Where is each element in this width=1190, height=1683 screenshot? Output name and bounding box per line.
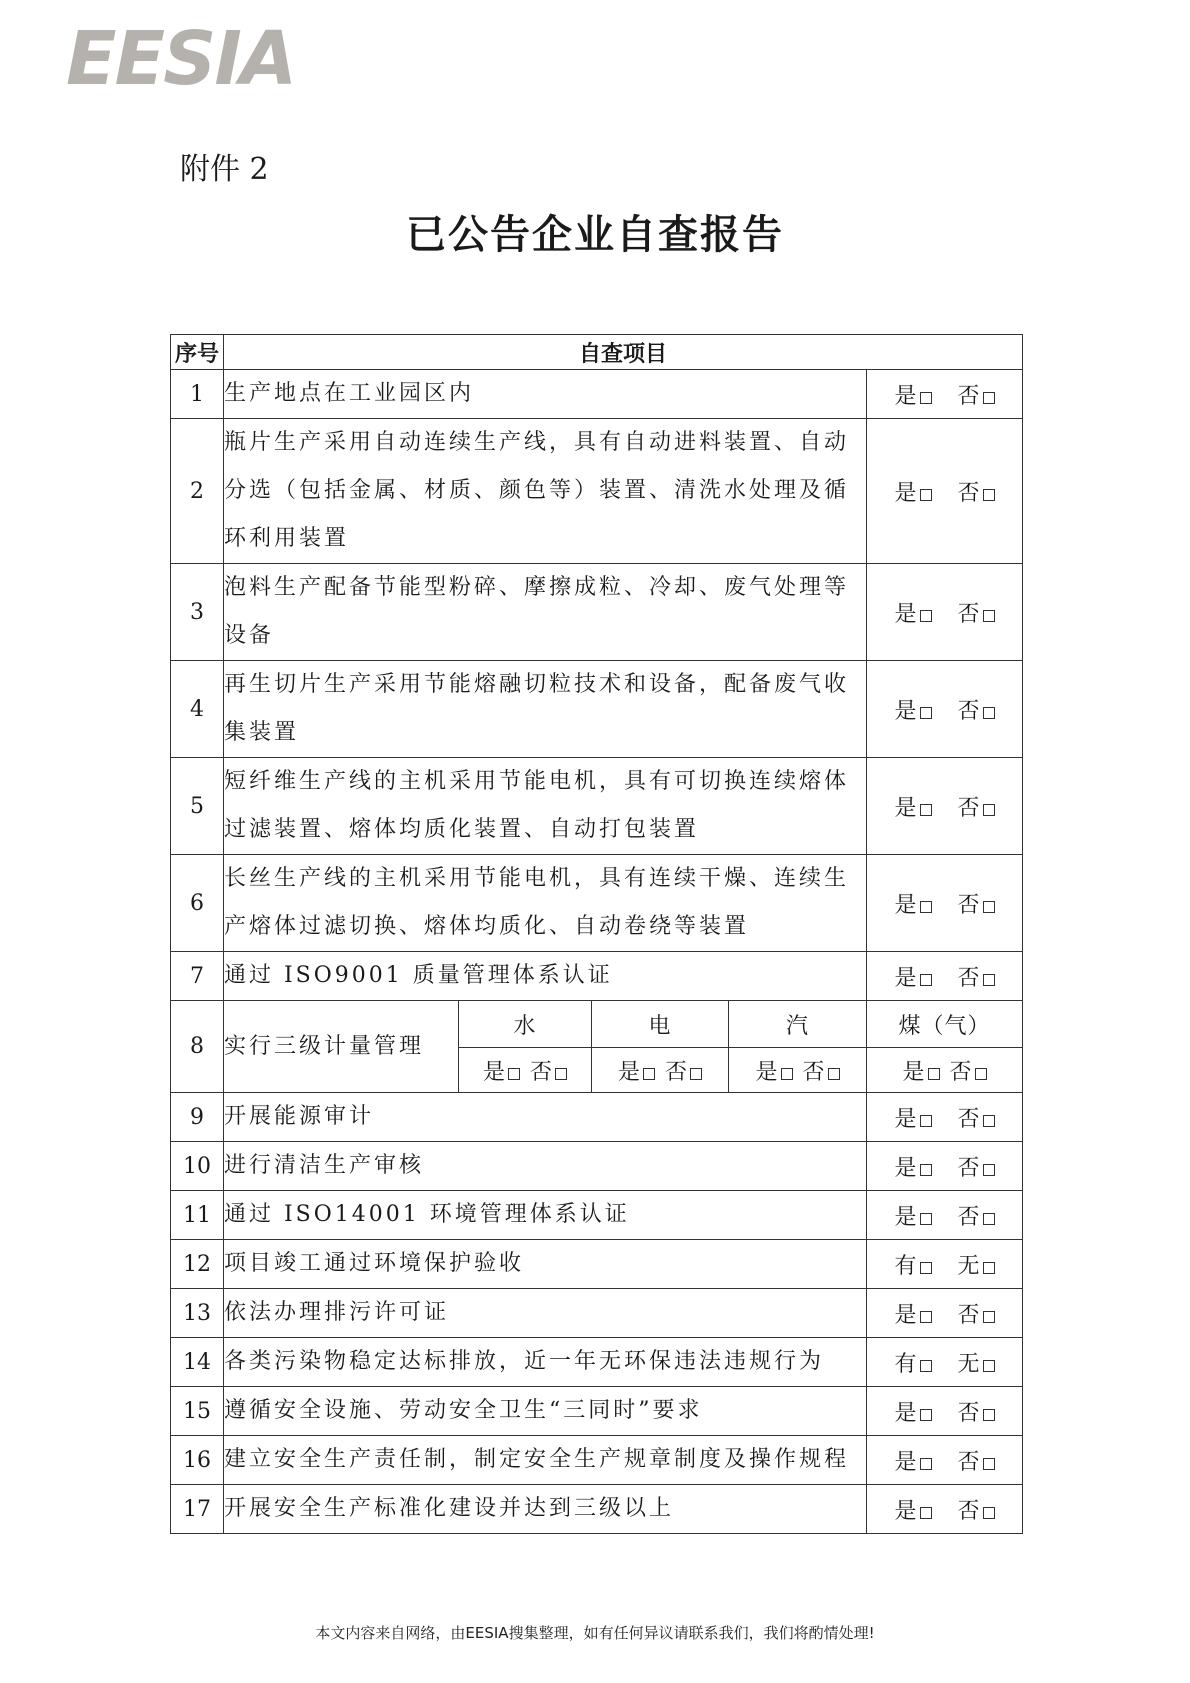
option-yes-label: 是 [902, 1059, 926, 1085]
option-yes-label: 是 [894, 1302, 918, 1328]
row-number: 15 [171, 1387, 224, 1436]
row-number: 5 [171, 758, 224, 855]
checkbox-no[interactable] [983, 707, 995, 719]
row-number: 8 [171, 1001, 224, 1093]
row-item-text: 项目竣工通过环境保护验收 [224, 1240, 867, 1289]
row-number: 7 [171, 952, 224, 1001]
checkbox-yes[interactable] [643, 1068, 655, 1080]
answer-options [459, 1048, 592, 1093]
table-header-row [171, 335, 1023, 370]
table-row [171, 855, 1023, 952]
option-yes-label: 是 [894, 1155, 918, 1181]
checkbox-no[interactable] [983, 1262, 995, 1274]
option-yes-label: 是 [894, 383, 918, 409]
option-yes-label: 是 [894, 795, 918, 821]
option-yes-label: 是 [894, 601, 918, 627]
option-no-label: 否 [949, 1059, 973, 1085]
option-no-label: 否 [957, 698, 981, 724]
option-yes-label: 是 [482, 1059, 506, 1085]
option-no-label: 否 [957, 1302, 981, 1328]
option-no-label: 否 [802, 1059, 826, 1085]
checkbox-yes[interactable] [920, 1213, 932, 1225]
footer-disclaimer: 本文内容来自网络，由EESIA搜集整理，如有任何异议请联系我们，我们将酌情处理! [315, 1624, 875, 1642]
answer-options [867, 1240, 1023, 1289]
answer-options [867, 370, 1023, 419]
row-item-text: 实行三级计量管理 [224, 1001, 459, 1093]
eesia-logo: EESIA [66, 16, 296, 102]
row-item-text: 生产地点在工业园区内 [224, 370, 867, 419]
option-yes-label: 是 [894, 480, 918, 506]
answer-options [867, 758, 1023, 855]
attachment-label: 附件 2 [180, 152, 269, 187]
checkbox-no[interactable] [555, 1068, 567, 1080]
checkbox-no[interactable] [690, 1068, 702, 1080]
option-no-label: 无 [957, 1253, 981, 1279]
checkbox-no[interactable] [983, 1213, 995, 1225]
row-number: 6 [171, 855, 224, 952]
answer-options [867, 1142, 1023, 1191]
row-item-text: 进行清洁生产审核 [224, 1142, 867, 1191]
row-item-text: 依法办理排污许可证 [224, 1289, 867, 1338]
answer-options [867, 1289, 1023, 1338]
row-item-text: 短纤维生产线的主机采用节能电机，具有可切换连续熔体过滤装置、熔体均质化装置、自动打包装置 [224, 758, 867, 855]
table-row [171, 661, 1023, 758]
row-number: 9 [171, 1093, 224, 1142]
answer-options [867, 564, 1023, 661]
answer-options [867, 1338, 1023, 1387]
checkbox-yes[interactable] [920, 489, 932, 501]
metering-column-label: 电 [592, 1001, 729, 1048]
answer-options [867, 1048, 1023, 1093]
option-yes-label: 是 [894, 965, 918, 991]
row-item-text: 通过 ISO14001 环境管理体系认证 [224, 1191, 867, 1240]
answer-options [867, 1436, 1023, 1485]
row-item-text: 开展安全生产标准化建设并达到三级以上 [224, 1485, 867, 1534]
answer-options [867, 1191, 1023, 1240]
checkbox-no[interactable] [983, 1311, 995, 1323]
table-row [171, 1093, 1023, 1142]
option-no-label: 无 [957, 1351, 981, 1377]
row-number: 3 [171, 564, 224, 661]
row-number: 13 [171, 1289, 224, 1338]
row-number: 2 [171, 419, 224, 564]
answer-options [867, 855, 1023, 952]
self-check-table [170, 334, 1023, 1534]
checkbox-no[interactable] [983, 489, 995, 501]
checkbox-no[interactable] [983, 901, 995, 913]
answer-options [867, 1485, 1023, 1534]
checkbox-yes[interactable] [920, 1262, 932, 1274]
table-row [171, 1142, 1023, 1191]
checkbox-no[interactable] [983, 1115, 995, 1127]
table-row [171, 564, 1023, 661]
row-number: 16 [171, 1436, 224, 1485]
checkbox-yes[interactable] [920, 1458, 932, 1470]
table-row [171, 1387, 1023, 1436]
checkbox-yes[interactable] [920, 392, 932, 404]
option-no-label: 否 [665, 1059, 689, 1085]
checkbox-yes[interactable] [920, 974, 932, 986]
option-no-label: 否 [957, 480, 981, 506]
table-row [171, 1191, 1023, 1240]
checkbox-yes[interactable] [920, 1311, 932, 1323]
checkbox-no[interactable] [983, 974, 995, 986]
option-no-label: 否 [957, 965, 981, 991]
option-yes-label: 有 [894, 1351, 918, 1377]
row-item-text: 建立安全生产责任制，制定安全生产规章制度及操作规程 [224, 1436, 867, 1485]
checkbox-yes[interactable] [920, 1115, 932, 1127]
option-yes-label: 是 [894, 1498, 918, 1524]
answer-options [867, 661, 1023, 758]
checkbox-yes[interactable] [920, 1164, 932, 1176]
option-no-label: 否 [957, 383, 981, 409]
option-yes-label: 是 [894, 1400, 918, 1426]
checkbox-no[interactable] [975, 1068, 987, 1080]
option-no-label: 否 [957, 892, 981, 918]
option-yes-label: 是 [894, 1106, 918, 1132]
answer-options [592, 1048, 729, 1093]
row-number: 10 [171, 1142, 224, 1191]
option-no-label: 否 [957, 1400, 981, 1426]
row-item-text: 遵循安全设施、劳动安全卫生“三同时”要求 [224, 1387, 867, 1436]
option-no-label: 否 [957, 795, 981, 821]
option-yes-label: 是 [894, 1449, 918, 1475]
checkbox-no[interactable] [983, 610, 995, 622]
table-row [171, 1485, 1023, 1534]
option-yes-label: 是 [617, 1059, 641, 1085]
table-row [171, 952, 1023, 1001]
option-no-label: 否 [957, 601, 981, 627]
checkbox-no[interactable] [983, 1360, 995, 1372]
answer-options [867, 1387, 1023, 1436]
checkbox-no[interactable] [983, 804, 995, 816]
option-yes-label: 是 [894, 698, 918, 724]
checkbox-yes[interactable] [508, 1068, 520, 1080]
checkbox-yes[interactable] [920, 804, 932, 816]
checkbox-no[interactable] [983, 1507, 995, 1519]
option-no-label: 否 [957, 1106, 981, 1132]
checkbox-yes[interactable] [920, 707, 932, 719]
row-item-text: 各类污染物稳定达标排放，近一年无环保违法违规行为 [224, 1338, 867, 1387]
checkbox-no[interactable] [983, 392, 995, 404]
row-item-text: 长丝生产线的主机采用节能电机，具有连续干燥、连续生产熔体过滤切换、熔体均质化、自动卷绕等装置 [224, 855, 867, 952]
checkbox-yes[interactable] [928, 1068, 940, 1080]
row-item-text: 通过 ISO9001 质量管理体系认证 [224, 952, 867, 1001]
checkbox-no[interactable] [983, 1164, 995, 1176]
row-number: 12 [171, 1240, 224, 1289]
checkbox-yes[interactable] [920, 1360, 932, 1372]
row-number: 11 [171, 1191, 224, 1240]
option-yes-label: 是 [894, 892, 918, 918]
header-seq: 序号 [171, 335, 224, 370]
table-row [171, 419, 1023, 564]
option-yes-label: 是 [894, 1204, 918, 1230]
row-number: 1 [171, 370, 224, 419]
table-row [171, 1240, 1023, 1289]
option-no-label: 否 [957, 1204, 981, 1230]
answer-options [729, 1048, 867, 1093]
option-no-label: 否 [957, 1155, 981, 1181]
page-title: 已公告企业自查报告 [406, 211, 784, 258]
table-row [171, 1338, 1023, 1387]
answer-options [867, 952, 1023, 1001]
checkbox-yes[interactable] [920, 1507, 932, 1519]
row-item-text: 瓶片生产采用自动连续生产线，具有自动进料装置、自动分选（包括金属、材质、颜色等）装置、清洗水处理及循环利用装置 [224, 419, 867, 564]
option-yes-label: 有 [894, 1253, 918, 1279]
checkbox-no[interactable] [983, 1458, 995, 1470]
metering-column-label: 煤（气） [867, 1001, 1023, 1048]
checkbox-yes[interactable] [920, 1409, 932, 1421]
row-number: 17 [171, 1485, 224, 1534]
answer-options [867, 419, 1023, 564]
row-number: 14 [171, 1338, 224, 1387]
checkbox-yes[interactable] [920, 610, 932, 622]
option-no-label: 否 [957, 1449, 981, 1475]
checkbox-no[interactable] [828, 1068, 840, 1080]
header-item: 自查项目 [224, 335, 1023, 370]
row-item-text: 再生切片生产采用节能熔融切粒技术和设备，配备废气收集装置 [224, 661, 867, 758]
option-yes-label: 是 [755, 1059, 779, 1085]
table-row [171, 758, 1023, 855]
table-row [171, 1436, 1023, 1485]
row-number: 4 [171, 661, 224, 758]
metering-column-label: 汽 [729, 1001, 867, 1048]
option-no-label: 否 [530, 1059, 554, 1085]
row-item-text: 开展能源审计 [224, 1093, 867, 1142]
checkbox-no[interactable] [983, 1409, 995, 1421]
table-row-metering [171, 1001, 1023, 1048]
answer-options [867, 1093, 1023, 1142]
checkbox-yes[interactable] [920, 901, 932, 913]
row-item-text: 泡料生产配备节能型粉碎、摩擦成粒、冷却、废气处理等设备 [224, 564, 867, 661]
option-no-label: 否 [957, 1498, 981, 1524]
table-row [171, 370, 1023, 419]
checkbox-yes[interactable] [781, 1068, 793, 1080]
metering-column-label: 水 [459, 1001, 592, 1048]
table-row [171, 1289, 1023, 1338]
